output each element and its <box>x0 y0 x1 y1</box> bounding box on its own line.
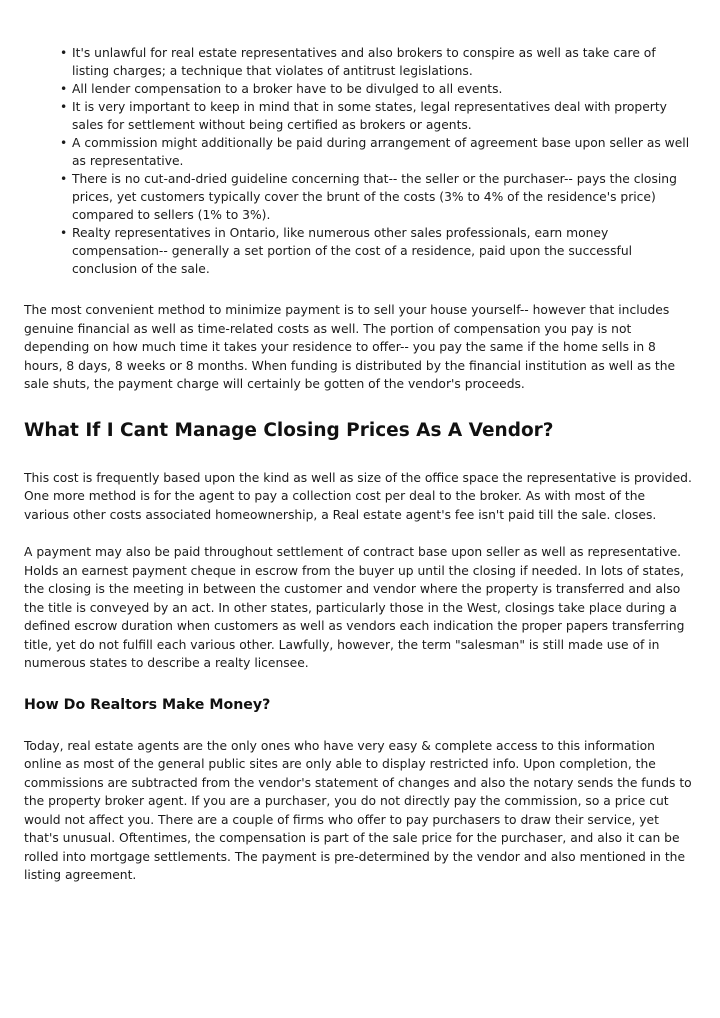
bullet-item: • It's unlawful for real estate representatives and also brokers to conspire as well as take care of listing charges; a technique that violates of antitrust legislations. <box>60 44 692 80</box>
bullet-list <box>60 44 692 278</box>
bullet-item: • All lender compensation to a broker have to be divulged to all events. <box>60 80 692 98</box>
bullet-item: • There is no cut-and-dried guideline concerning that-- the seller or the purchaser-- pays the closing prices, yet customers typically cover the brunt of the costs (3% to 4% of the residence's price) compared to sellers (1% to 3%). <box>60 170 692 224</box>
paragraph-today: Today, real estate agents are the only ones who have very easy & complete access to this information online as most of the general public sites are only able to display restricted info. Upon completion, the commissions are subtracted from the vendor's statement of changes and also the notary sends the funds to the property broker agent. If you are a purchaser, you do not directly pay the commission, so a price cut would not affect you. There are a couple of firms who offer to pay purchasers to draw their service, yet that's unusual. Oftentimes, the compensation is part of the sale price for the purchaser, and also it can be rolled into mortgage settlements. The payment is pre-determined by the vendor and also mentioned in the listing agreement. <box>24 738 692 882</box>
bullet-item: • A commission might additionally be paid during arrangement of agreement base upon seller as well as representative. <box>60 134 692 170</box>
paragraph-intro: The most convenient method to minimize payment is to sell your house yourself-- however that includes genuine financial as well as time-related costs as well. The portion of compensation you pay is not depending on how much time it takes your residence to offer-- you pay the same if the home sells in 8 hours, 8 days, 8 weeks or 8 months. When funding is distributed by the financial institution as well as the sale shuts, the payment charge will certainly be gotten of the vendor's proceeds. <box>24 303 676 391</box>
document-page <box>24 44 692 885</box>
bullet-item: • Realty representatives in Ontario, like numerous other sales professionals, earn money compensation-- generally a set portion of the cost of a residence, paid upon the successful conclusion of the sale. <box>60 224 692 278</box>
paragraph-payment: A payment may also be paid throughout settlement of contract base upon seller as well as representative. Holds an earnest payment cheque in escrow from the buyer up until the closing if needed. In lots of states, the closing is the meeting in between the customer and vendor where the property is transferred and also the title is conveyed by an act. In other states, particularly those in the West, closings take place during a defined escrow duration when customers as well as vendors each indication the proper papers transferring title, yet do not fulfill each various other. Lawfully, however, the term "salesman" is still made use of in numerous states to describe a realty licensee. <box>24 545 685 670</box>
paragraph-cost: This cost is frequently based upon the kind as well as size of the office space the representative is provided. One more method is for the agent to pay a collection cost per deal to the broker. As with most of the various other costs associated homeownership, a Real estate agent's fee isn't paid till the sale. closes. <box>24 470 692 522</box>
bullet-item: • It is very important to keep in mind that in some states, legal representatives deal with property sales for settlement without being certified as brokers or agents. <box>60 98 692 134</box>
heading-closing-prices: What If I Cant Manage Closing Prices As A Vendor? <box>24 419 554 441</box>
heading-realtors-money: How Do Realtors Make Money? <box>24 696 271 713</box>
